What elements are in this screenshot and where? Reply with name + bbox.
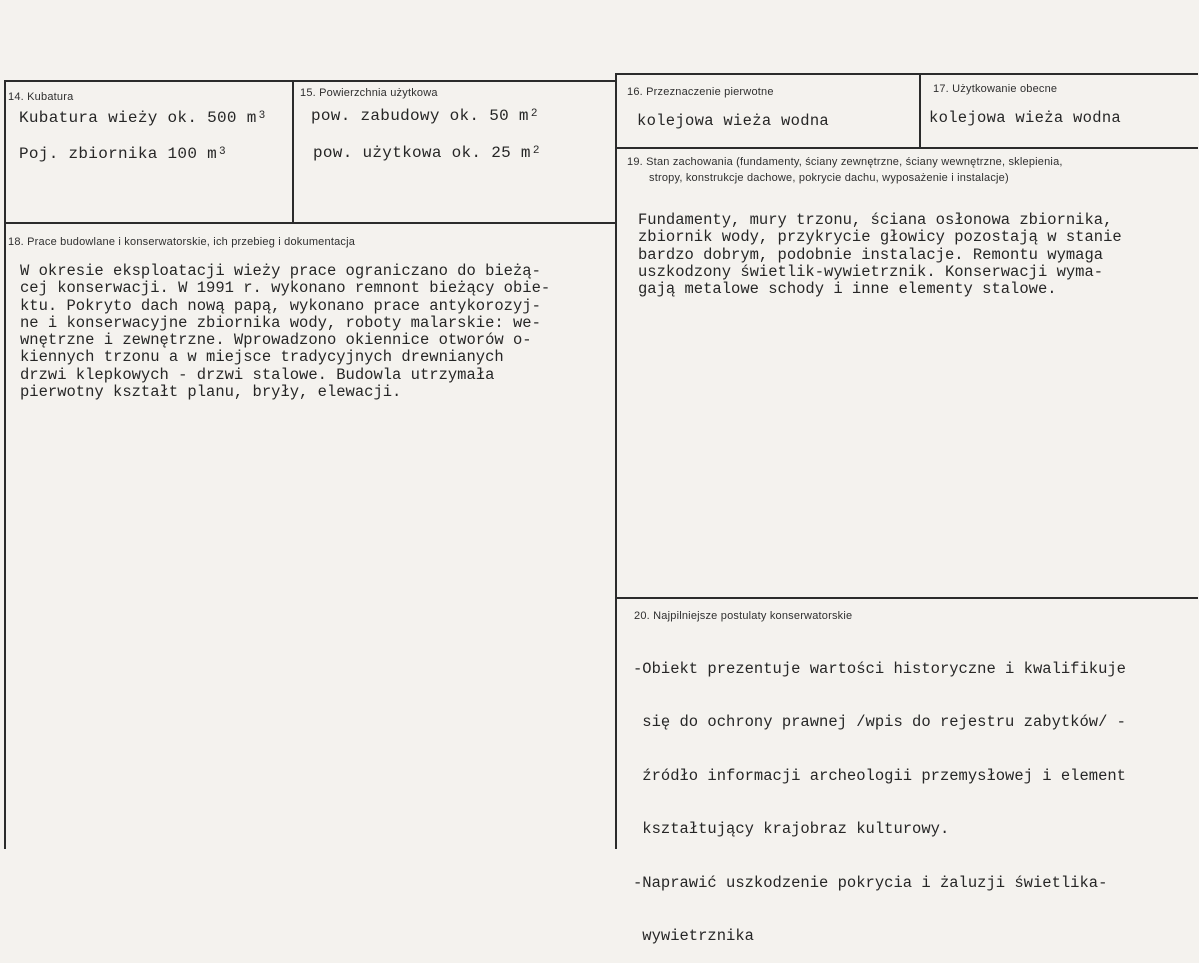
box19-line: uszkodzony świetlik-wywietrznik. Konserwacji wyma- <box>638 262 1104 281</box>
box20-line: -Naprawić uszkodzenie pokrycia i żaluzji świetlika- <box>633 873 1108 892</box>
box15-line2 <box>313 144 540 162</box>
box14-line2-sup: 3 <box>219 146 226 158</box>
box20-label: 20. Najpilniejsze postulaty konserwatorskie <box>634 610 853 622</box>
box14-line2 <box>19 145 226 163</box>
box19-line: bardzo dobrym, podobnie instalacje. Remontu wymaga <box>638 245 1104 264</box>
box20-line: -Obiekt prezentuje wartości historyczne i kwalifikuje <box>633 660 1126 678</box>
box18-line: ktu. Pokryto dach nową papą, wykonano prace antykorozyj- <box>20 296 541 315</box>
center-divider <box>615 73 617 849</box>
box20-line: źródło informacji archeologii przemysłowej i element <box>633 766 1126 785</box>
box18-line: drzwi klepkowych - drzwi stalowe. Budowla utrzymała <box>20 365 495 384</box>
box14-line1-sup: 3 <box>258 110 266 122</box>
box18-line: W okresie eksploatacji wieży prace ograniczano do bieżą- <box>20 262 541 280</box>
box14-line1-text: Kubatura wieży ok. 500 m <box>19 109 257 127</box>
left-border <box>4 80 6 849</box>
box18-label: 18. Prace budowlane i konserwatorskie, ich przebieg i dokumentacja <box>8 236 356 248</box>
top-rule-right <box>616 73 1198 75</box>
box18-line: pierwotny kształt planu, bryły, elewacji. <box>20 383 402 402</box>
divider-14-15 <box>292 80 294 223</box>
box15-line2-text: pow. użytkowa ok. 25 m <box>313 144 531 162</box>
box19-label <box>627 154 1187 186</box>
box20-line: się do ochrony prawnej /wpis do rejestru zabytków/ - <box>633 713 1126 732</box>
box18-text <box>20 263 550 401</box>
box14-label: 14. Kubatura <box>8 91 74 103</box>
box18-line: ne i konserwacyjne zbiornika wody, roboty malarskie: we- <box>20 313 541 332</box>
box20-line: wywietrznika <box>633 927 754 946</box>
box18-line: wnętrzne i zewnętrzne. Wprowadzono okiennice otworów o- <box>20 331 532 350</box>
box17-value: kolejowa wieża wodna <box>929 109 1122 127</box>
box15-line1 <box>311 107 538 125</box>
box14-line1 <box>19 109 266 127</box>
rule-under-14-15 <box>4 222 616 224</box>
box20-line: kształtujący krajobraz kulturowy. <box>633 820 950 839</box>
rule-under-19 <box>616 597 1198 599</box>
box15-line2-sup: 2 <box>532 145 540 157</box>
box18-line: kiennych trzonu a w miejsce tradycyjnych drewnianych <box>20 348 504 367</box>
box16-label: 16. Przeznaczenie pierwotne <box>627 86 774 98</box>
rule-under-16-17 <box>616 147 1198 149</box>
box19-line: gają metalowe schody i inne elementy stalowe. <box>638 280 1057 299</box>
box19-line: Fundamenty, mury trzonu, ściana osłonowa zbiornika, <box>638 211 1113 229</box>
box19-line: zbiornik wody, przykrycie głowicy pozostają w stanie <box>638 228 1122 247</box>
box18-line: cej konserwacji. W 1991 r. wykonano remnont bieżący obie- <box>20 279 551 298</box>
box19-text <box>638 212 1122 298</box>
box14-line2-text: Poj. zbiornika 100 m <box>19 145 218 163</box>
box15-label: 15. Powierzchnia użytkowa <box>300 87 438 99</box>
box17-label: 17. Użytkowanie obecne <box>933 83 1058 95</box>
box15-line1-sup: 2 <box>530 108 538 120</box>
box20-text <box>633 625 1126 963</box>
divider-16-17 <box>919 73 921 147</box>
box19-label-line1: 19. Stan zachowania (fundamenty, ściany zewnętrzne, ściany wewnętrzne, sklepienia, <box>627 156 1063 168</box>
box19-label-line2: stropy, konstrukcje dachowe, pokrycie dachu, wyposażenie i instalacje) <box>649 172 1009 184</box>
box15-line1-text: pow. zabudowy ok. 50 m <box>311 107 529 125</box>
top-rule-left <box>4 80 616 82</box>
box16-value: kolejowa wieża wodna <box>637 112 830 130</box>
